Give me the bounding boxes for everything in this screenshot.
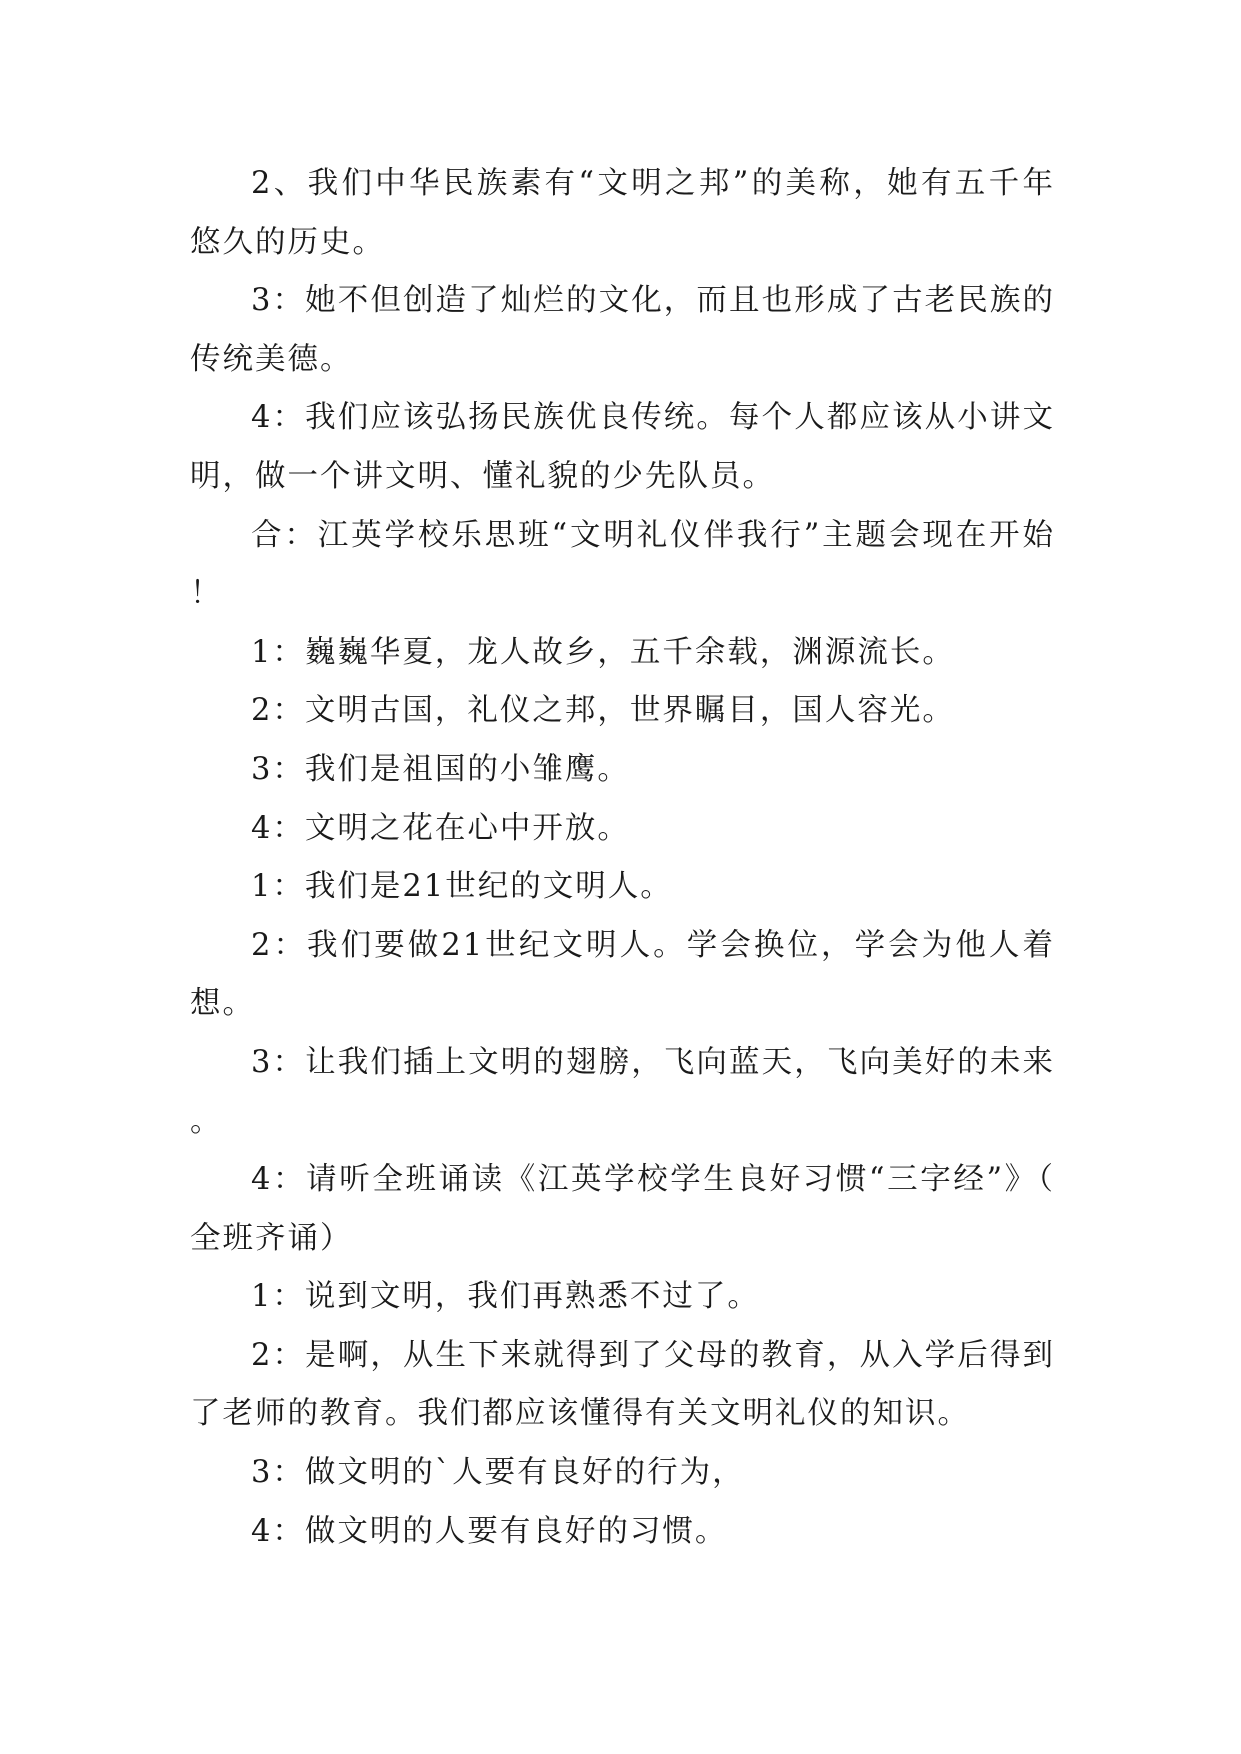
paragraph-14: 2：是啊，从生下来就得到了父母的教育，从入学后得到了老师的教育。我们都应该懂得有关文明礼仪的知识。 bbox=[190, 1337, 1055, 1432]
paragraph-7: 3：我们是祖国的小雏鹰。 bbox=[251, 751, 630, 787]
paragraph-5: 1：巍巍华夏，龙人故乡，五千余载，渊源流长。 bbox=[251, 634, 955, 670]
paragraph-15: 3：做文明的`人要有良好的行为， bbox=[251, 1455, 745, 1491]
paragraph-11: 3：让我们插上文明的翅膀，飞向蓝天，飞向美好的未来。 bbox=[190, 1044, 1055, 1139]
paragraph-9: 1：我们是21世纪的文明人。 bbox=[251, 869, 673, 905]
paragraph-3: 4：我们应该弘扬民族优良传统。每个人都应该从小讲文明，做一个讲文明、懂礼貌的少先队员。 bbox=[190, 400, 1055, 494]
paragraph-8: 4：文明之花在心中开放。 bbox=[251, 810, 630, 846]
paragraph-16: 4：做文明的人要有良好的习惯。 bbox=[251, 1513, 728, 1549]
paragraph-6: 2：文明古国，礼仪之邦，世界瞩目，国人容光。 bbox=[251, 693, 955, 729]
paragraph-1: 2、我们中华民族素有“文明之邦”的美称，她有五千年悠久的历史。 bbox=[190, 166, 1055, 260]
document-body bbox=[190, 155, 1055, 1561]
paragraph-10: 2：我们要做21世纪文明人。学会换位，学会为他人着想。 bbox=[190, 927, 1055, 1022]
paragraph-13: 1：说到文明，我们再熟悉不过了。 bbox=[251, 1279, 760, 1315]
paragraph-2: 3：她不但创造了灿烂的文化，而且也形成了古老民族的传统美德。 bbox=[190, 283, 1055, 377]
paragraph-4: 合：江英学校乐思班“文明礼仪伴我行”主题会现在开始！ bbox=[190, 517, 1055, 612]
paragraph-12: 4：请听全班诵读《江英学校学生良好习惯“三字经”》（全班齐诵） bbox=[190, 1162, 1055, 1256]
